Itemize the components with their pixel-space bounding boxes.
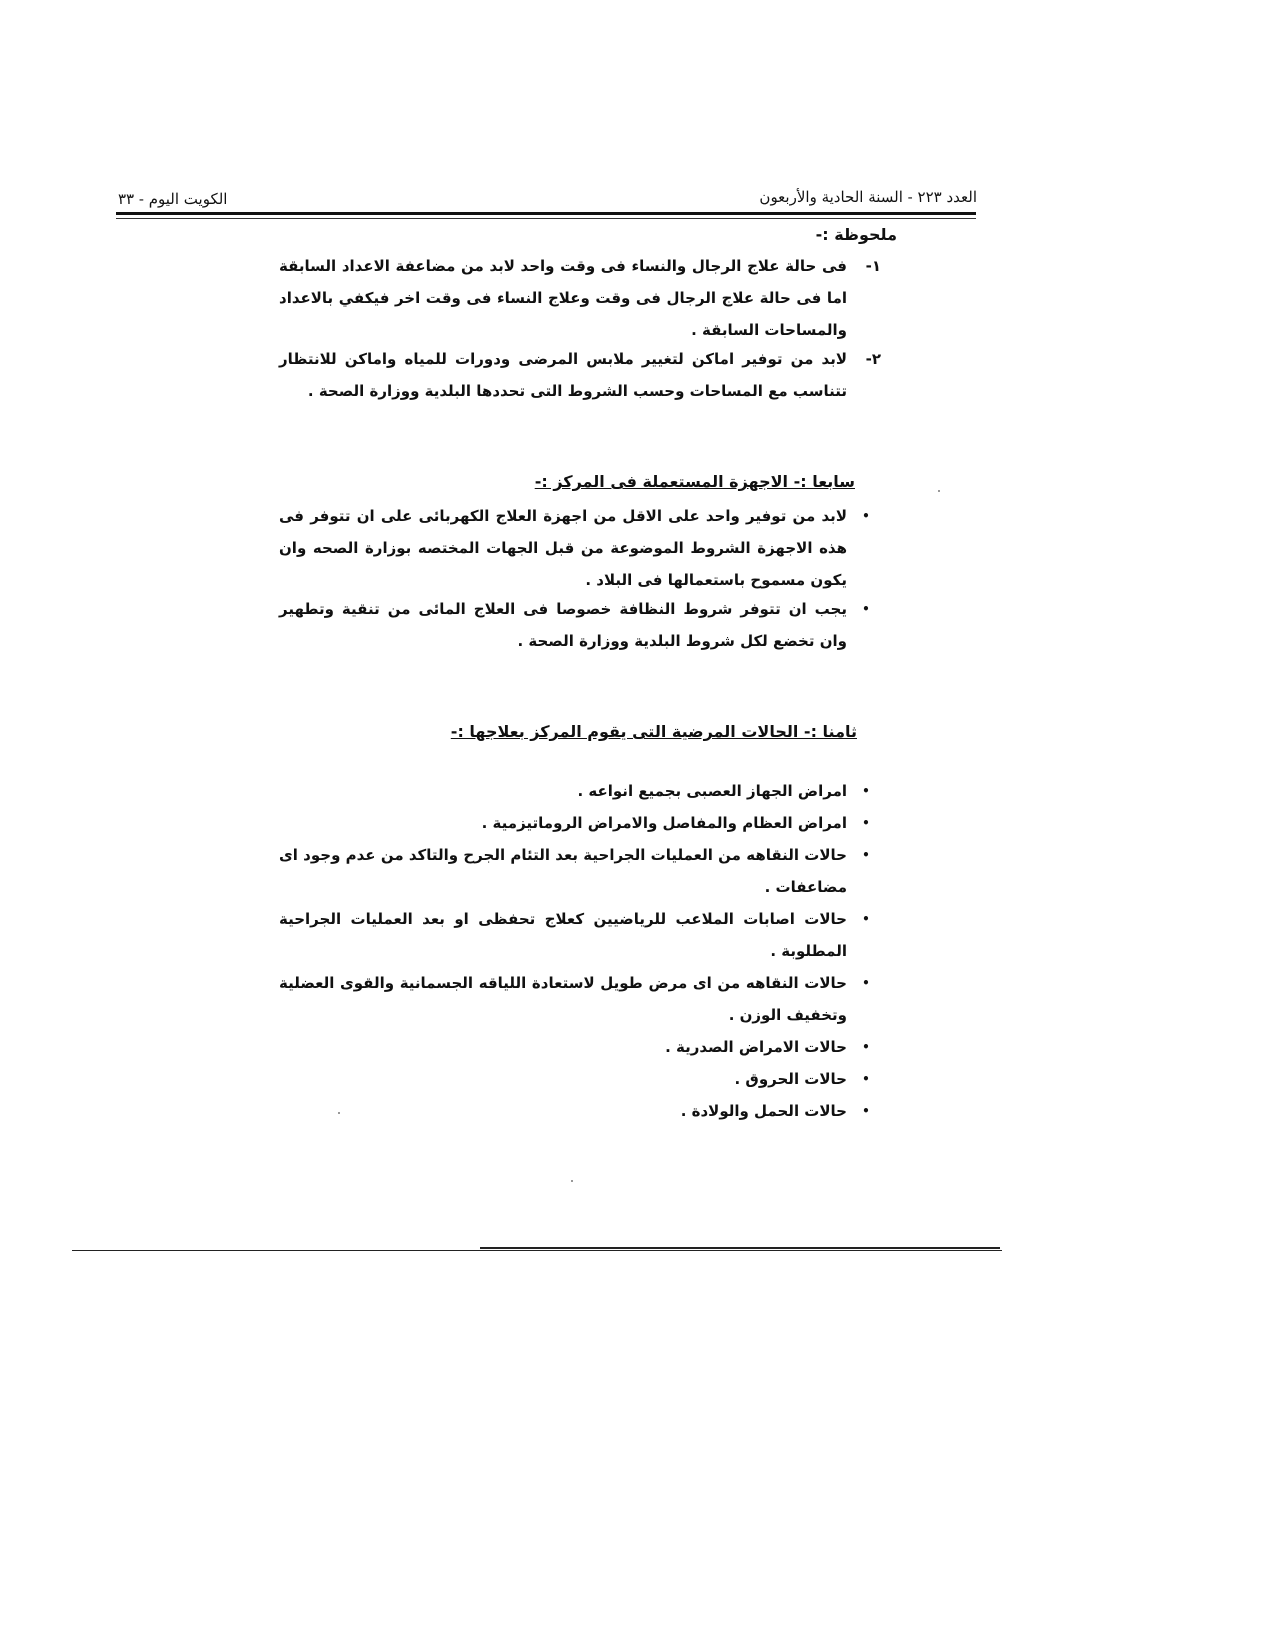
note-item-text: لابد من توفير اماكن لتغيير ملابس المرضى ودورات للمياه واماكن للانتظار تتناسب مع المساحات وحسب الشروط التى تحددها البلدية ووزارة الصحة . — [279, 350, 847, 400]
section8-item — [279, 1063, 870, 1095]
section8-item-text: حالات الحمل والولادة . — [680, 1102, 847, 1120]
section8-item-text: امراض الجهاز العصبى بجميع انواعه . — [577, 782, 847, 800]
note-item-number: ١- — [865, 257, 881, 275]
scan-speck — [938, 490, 940, 492]
bullet-icon: • — [862, 1072, 870, 1086]
section7-item — [279, 500, 870, 596]
section7-item — [279, 593, 870, 657]
bullet-icon: • — [862, 509, 870, 523]
bullet-icon: • — [862, 1104, 870, 1118]
section8-item-text: حالات الامراض الصدرية . — [665, 1038, 847, 1056]
bullet-icon: • — [862, 912, 870, 926]
footer-rule — [72, 1250, 1002, 1251]
scan-speck — [571, 1180, 573, 1182]
footer-rule-thick — [480, 1247, 1000, 1249]
note-item-text: فى حالة علاج الرجال والنساء فى وقت واحد لابد من مضاعفة الاعداد السابقة اما فى حالة علاج الرجال فى وقت وعلاج النساء فى وقت اخر فيكفي بالاعداد والمساحات السابقة . — [279, 257, 847, 339]
header-rule-thin — [116, 218, 976, 219]
bullet-icon: • — [862, 976, 870, 990]
scan-speck — [338, 1112, 340, 1114]
section8-item-text: حالات النقاهه من اى مرض طويل لاستعادة اللياقه الجسمانية والقوى العضلية وتخفيف الوزن . — [279, 974, 847, 1024]
section8-item-text: امراض العظام والمفاصل والامراض الروماتيزمية . — [481, 814, 847, 832]
section8-item — [279, 1095, 870, 1127]
note-item-number: ٢- — [865, 350, 881, 368]
section8-item — [279, 839, 870, 903]
header-right-text: العدد ٢٢٣ - السنة الحادية والأربعون — [759, 188, 977, 206]
section8-item — [279, 775, 870, 807]
section8-title: ثامنا :- الحالات المرضية التى يقوم المركز بعلاجها :- — [450, 722, 857, 741]
bullet-icon: • — [862, 1040, 870, 1054]
header-rule — [116, 212, 976, 215]
section7-item-text: يجب ان تتوفر شروط النظافة خصوصا فى العلاج المائى من تنقية وتطهير وان تخضع لكل شروط البلدية ووزارة الصحة . — [279, 600, 847, 650]
bullet-icon: • — [862, 602, 870, 616]
section8-item-text: حالات اصابات الملاعب للرياضيين كعلاج تحفظى او بعد العمليات الجراحية المطلوبة . — [279, 910, 847, 960]
bullet-icon: • — [862, 816, 870, 830]
section8-item-text: حالات النقاهه من العمليات الجراحية بعد التئام الجرح والتاكد من عدم وجود اى مضاعفات . — [279, 846, 847, 896]
section7-item-text: لابد من توفير واحد على الاقل من اجهزة العلاج الكهربائى على ان تتوفر فى هذه الاجهزة الشروط الموضوعة من قبل الجهات المختصه بوزارة الصحه وان يكون مسموح باستعمالها فى البلاد . — [279, 507, 847, 589]
section8-item — [279, 903, 870, 967]
note-item-2 — [279, 343, 881, 407]
bullet-icon: • — [862, 784, 870, 798]
note-title: ملحوظة :- — [815, 225, 897, 244]
header-left-text: الكويت اليوم - ٣٣ — [118, 190, 228, 208]
section8-item — [279, 1031, 870, 1063]
section8-item-text: حالات الحروق . — [734, 1070, 847, 1088]
note-item-1 — [279, 250, 881, 346]
section7-title: سابعا :- الاجهزة المستعملة فى المركز :- — [534, 472, 855, 491]
section8-item — [279, 807, 870, 839]
section8-item — [279, 967, 870, 1031]
bullet-icon: • — [862, 848, 870, 862]
